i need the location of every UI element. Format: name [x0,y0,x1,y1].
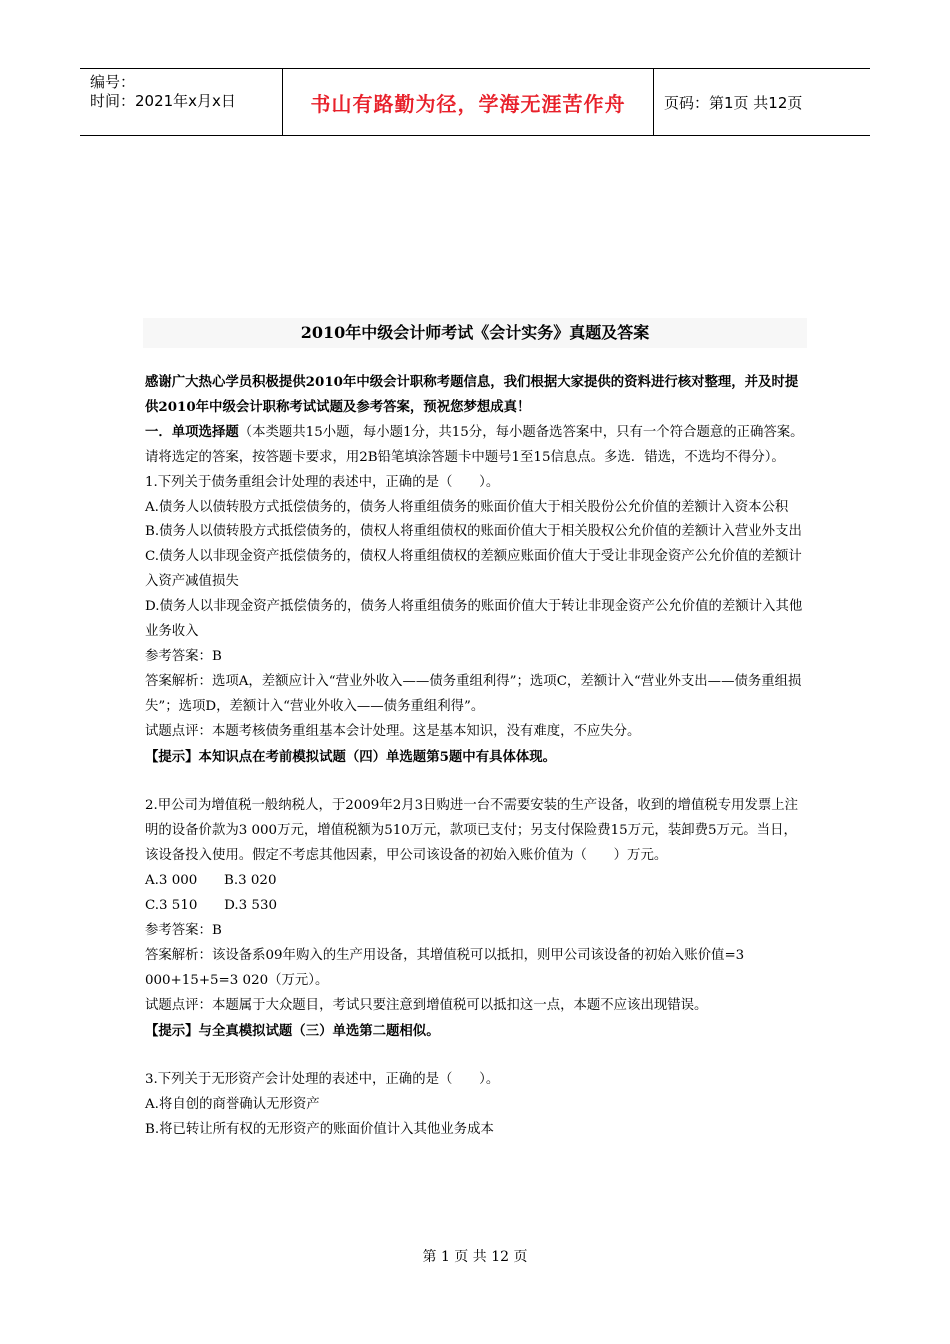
paragraph: 参考答案：B [145,922,222,938]
motto: 书山有路勤为径，学海无涯苦作舟 [283,69,654,135]
header-table [80,68,870,136]
paragraph: 2.甲公司为增值税一般纳税人，于2009年2月3日购进一台不需要安装的生产设备，收到的增值税专用发票上注明的设备价款为3 000万元，增值税额为510万元，款项已支付；另支付保险费15万元，装卸费5万元。当日，该设备投入使用。假定不考虑其他因素，甲公司该设备的初始入账价值为（ ）万元。 [145,798,799,864]
paragraph: A.将自创的商誉确认无形资产 [145,1097,320,1113]
paragraph: 【提示】与全真模拟试题（三）单选第二题相似。 [145,1022,440,1039]
paragraph: D.债务人以非现金资产抵偿债务的，债务人将重组债务的账面价值大于转让非现金资产公允价值的差额计入其他业务收入 [145,599,803,640]
document-title: 2010年中级会计师考试《会计实务》真题及答案 [143,318,807,348]
blank-line [145,770,810,795]
paragraph: 参考答案：B [145,648,222,664]
paragraph: 答案解析：该设备系09年购入的生产用设备，其增值税可以抵扣，则甲公司该设备的初始入账价值=3 000+15+5=3 020（万元）。 [145,947,745,988]
paragraph: 【提示】本知识点在考前模拟试题（四）单选题第5题中有具体体现。 [145,748,557,765]
paragraph: B.将已转让所有权的无形资产的账面价值计入其他业务成本 [145,1122,494,1138]
paragraph: 3.下列关于无形资产会计处理的表述中，正确的是（ ）。 [145,1072,500,1088]
page-footer: 第 1 页 共 12 页 [422,1249,528,1265]
paragraph: 试题点评：本题考核债务重组基本会计处理。这是基本知识，没有难度，不应失分。 [145,723,641,739]
paragraph: 感谢广大热心学员积极提供2010年中级会计职称考题信息，我们根据大家提供的资料进行核对整理，并及时提供2010年中级会计职称考试试题及参考答案，预祝您梦想成真！ [145,374,799,415]
page-info: 页码：第1页 共12页 [664,93,803,112]
paragraph: 试题点评：本题属于大众题目，考试只要注意到增值税可以抵扣这一点，本题不应该出现错误。 [145,997,708,1013]
paragraph: C.债务人以非现金资产抵偿债务的，债权人将重组债权的差额应账面价值大于受让非现金资产公允价值的差额计入资产减值损失 [145,549,802,590]
document-body [145,370,810,1143]
paragraph: 答案解析：选项A，差额应计入“营业外收入——债务重组利得”；选项C，差额计入“营业外支出——债务重组损失”；选项D，差额计入“营业外收入——债务重组利得”。 [145,673,802,714]
paragraph: A.债务人以债转股方式抵偿债务的，债务人将重组债务的账面价值大于相关股份公允价值的差额计入资本公积 [145,499,789,515]
paragraph: B.债务人以债转股方式抵偿债务的，债权人将重组债权的账面价值大于相关股权公允价值的差额计入营业外支出 [145,524,802,540]
header-left-cell [80,69,283,135]
section-heading: 一．单项选择题 [145,423,239,440]
paragraph: C.3 510 D.3 530 [145,898,277,914]
time-label: 时间：2021年x月x日 [90,92,236,110]
paragraph: A.3 000 B.3 020 [145,873,277,889]
blank-line [145,1043,810,1068]
paragraph: 1.下列关于债务重组会计处理的表述中，正确的是（ ）。 [145,474,500,490]
code-label: 编号： [90,73,136,91]
paragraph: 一．单项选择题（本类题共15小题，每小题1分，共15分，每小题备选答案中，只有一个符合题意的正确答案。请将选定的答案，按答题卡要求，用2B铅笔填涂答题卡中题号1至15信息点。多选．错选，不选均不得分）。 [145,423,804,465]
